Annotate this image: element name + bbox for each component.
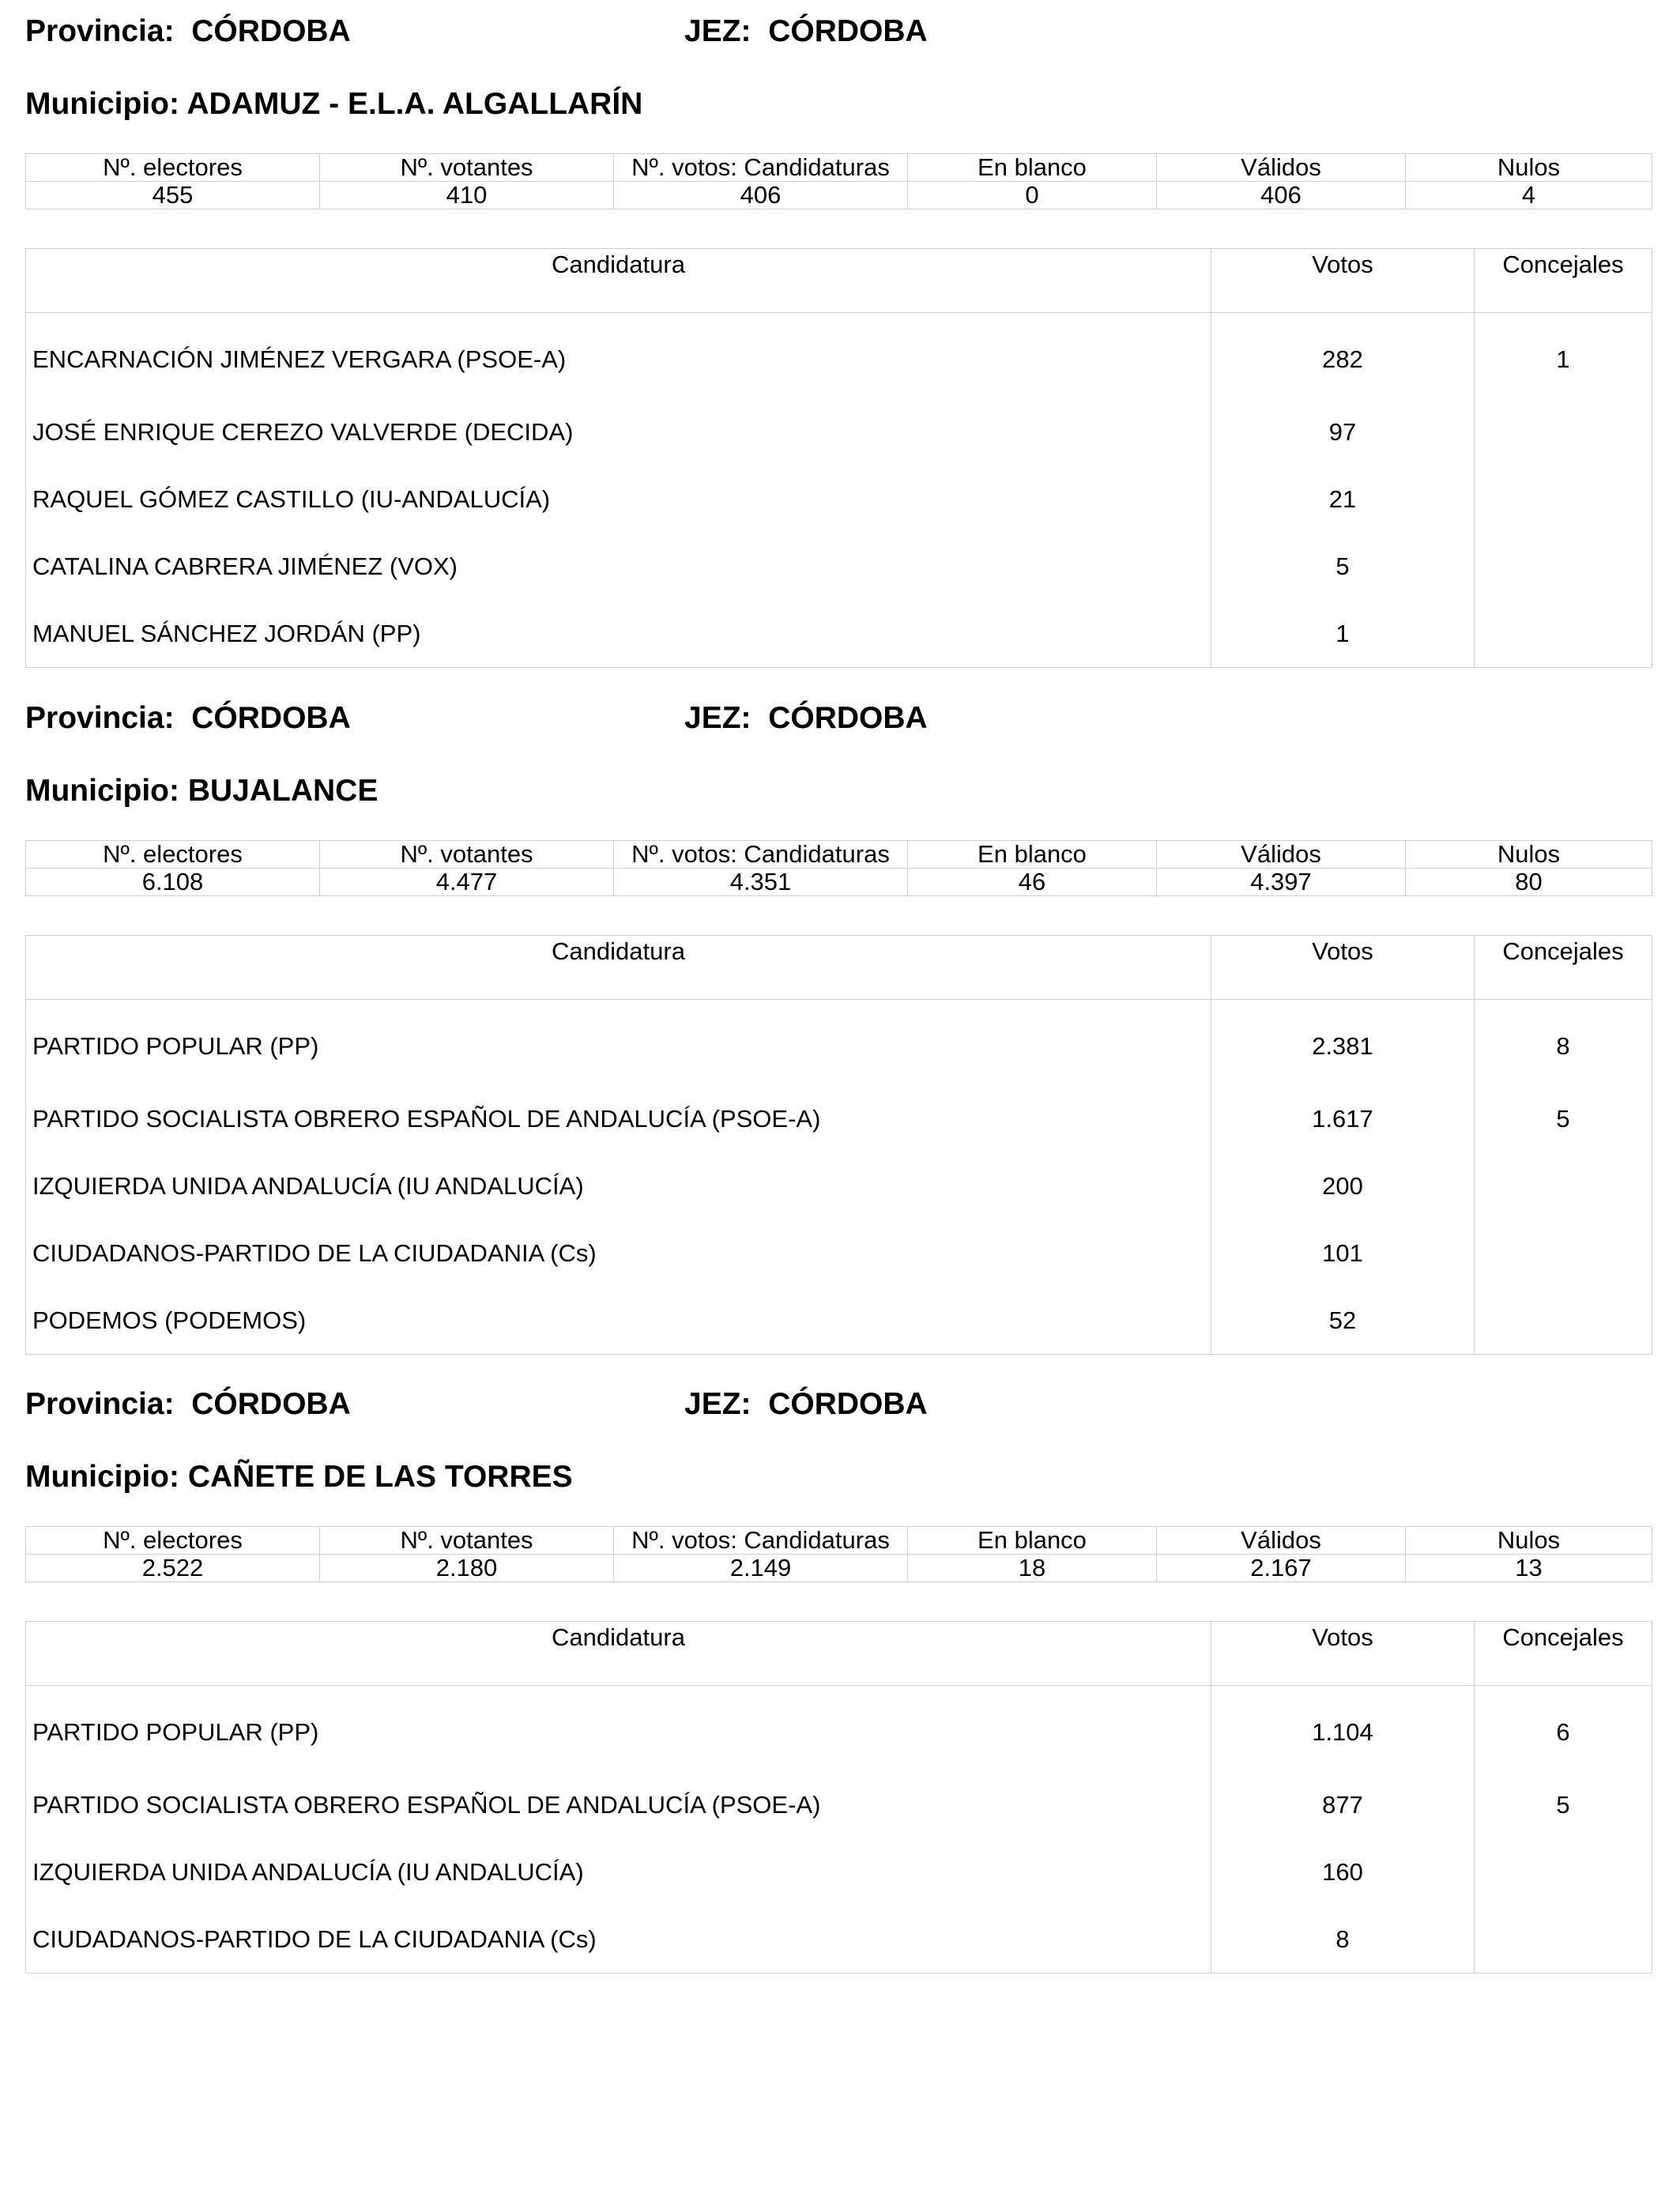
candidate-concejales xyxy=(1475,1838,1652,1906)
table-row xyxy=(26,1686,1652,1772)
candidate-votes: 21 xyxy=(1211,466,1475,533)
summary-value-en-blanco: 0 xyxy=(908,182,1157,209)
municipio-label: Municipio: xyxy=(25,87,179,121)
candidate-votes: 1.104 xyxy=(1211,1686,1475,1772)
candidate-name: PARTIDO POPULAR (PP) xyxy=(32,1032,319,1060)
summary-header-row xyxy=(26,1527,1652,1555)
summary-value-nulos: 13 xyxy=(1406,1555,1652,1582)
provincia-value: CÓRDOBA xyxy=(191,1387,351,1421)
table-row xyxy=(26,313,1652,399)
summary-header-nulos: Nulos xyxy=(1406,154,1652,182)
candidate-votes: 5 xyxy=(1211,533,1475,600)
summary-value-row xyxy=(26,869,1652,896)
candidates-table xyxy=(25,935,1652,1355)
provincia-label: Provincia: xyxy=(25,701,175,735)
summary-value-en-blanco: 46 xyxy=(908,869,1157,896)
summary-header-electores: Nº. electores xyxy=(26,841,320,869)
table-row xyxy=(26,466,1652,533)
summary-header-electores: Nº. electores xyxy=(26,154,320,182)
summary-header-votantes: Nº. votantes xyxy=(320,841,614,869)
jez-label: JEZ: xyxy=(684,1387,751,1421)
candidates-header-row xyxy=(26,249,1652,313)
jez-heading xyxy=(684,14,928,49)
candidate-name: JOSÉ ENRIQUE CEREZO VALVERDE (DECIDA) xyxy=(32,417,574,446)
summary-table xyxy=(25,1526,1652,1582)
candidate-name: CIUDADANOS-PARTIDO DE LA CIUDADANIA (Cs) xyxy=(32,1238,597,1267)
jez-label: JEZ: xyxy=(684,701,751,735)
summary-value-validos: 2.167 xyxy=(1157,1555,1406,1582)
candidatura-header: Candidatura xyxy=(26,249,1211,313)
summary-value-votantes: 2.180 xyxy=(320,1555,614,1582)
summary-value-electores: 2.522 xyxy=(26,1555,320,1582)
candidate-concejales: 6 xyxy=(1475,1686,1652,1772)
candidate-votes: 1 xyxy=(1211,600,1475,668)
summary-header-en-blanco: En blanco xyxy=(908,154,1157,182)
candidate-name: PARTIDO POPULAR (PP) xyxy=(32,1718,319,1746)
provincia-value: CÓRDOBA xyxy=(191,14,351,48)
table-row xyxy=(26,1906,1652,1973)
table-row xyxy=(26,1771,1652,1838)
candidate-name: IZQUIERDA UNIDA ANDALUCÍA (IU ANDALUCÍA) xyxy=(32,1171,584,1200)
summary-value-nulos: 80 xyxy=(1406,869,1652,896)
summary-value-row xyxy=(26,1555,1652,1582)
candidate-votes: 101 xyxy=(1211,1220,1475,1287)
summary-header-row xyxy=(26,841,1652,869)
candidate-votes: 200 xyxy=(1211,1152,1475,1220)
summary-header-votos-candidaturas: Nº. votos: Candidaturas xyxy=(614,841,908,869)
summary-value-en-blanco: 18 xyxy=(908,1555,1157,1582)
candidate-votes: 877 xyxy=(1211,1771,1475,1838)
table-row xyxy=(26,533,1652,600)
candidate-name: RAQUEL GÓMEZ CASTILLO (IU-ANDALUCÍA) xyxy=(32,484,551,513)
municipio-heading xyxy=(25,774,378,809)
candidate-concejales xyxy=(1475,533,1652,600)
table-row xyxy=(26,1000,1652,1086)
municipio-heading xyxy=(25,87,642,122)
summary-header-votantes: Nº. votantes xyxy=(320,154,614,182)
summary-header-validos: Válidos xyxy=(1157,154,1406,182)
jez-heading xyxy=(684,701,928,736)
table-row xyxy=(26,1152,1652,1220)
candidate-concejales xyxy=(1475,1220,1652,1287)
candidate-name: CATALINA CABRERA JIMÉNEZ (VOX) xyxy=(32,552,458,580)
candidate-concejales xyxy=(1475,398,1652,466)
summary-value-votantes: 4.477 xyxy=(320,869,614,896)
summary-value-votantes: 410 xyxy=(320,182,614,209)
provincia-label: Provincia: xyxy=(25,1387,175,1421)
summary-value-votos-candidaturas: 2.149 xyxy=(614,1555,908,1582)
candidate-concejales: 1 xyxy=(1475,313,1652,399)
candidates-table xyxy=(25,1621,1652,1973)
candidates-header-row xyxy=(26,936,1652,1000)
summary-value-row xyxy=(26,182,1652,209)
table-row xyxy=(26,1287,1652,1355)
summary-value-electores: 455 xyxy=(26,182,320,209)
candidate-concejales xyxy=(1475,1152,1652,1220)
candidate-votes: 160 xyxy=(1211,1838,1475,1906)
provincia-heading xyxy=(25,701,351,736)
candidate-name: CIUDADANOS-PARTIDO DE LA CIUDADANIA (Cs) xyxy=(32,1924,597,1953)
candidate-concejales xyxy=(1475,1287,1652,1355)
section-header xyxy=(25,701,1652,741)
summary-header-en-blanco: En blanco xyxy=(908,1527,1157,1555)
candidatura-header: Candidatura xyxy=(26,936,1211,1000)
summary-value-votos-candidaturas: 406 xyxy=(614,182,908,209)
table-row xyxy=(26,398,1652,466)
summary-header-nulos: Nulos xyxy=(1406,1527,1652,1555)
municipio-value: CAÑETE DE LAS TORRES xyxy=(187,1460,573,1494)
candidate-name: PODEMOS (PODEMOS) xyxy=(32,1306,307,1334)
concejales-header: Concejales xyxy=(1475,249,1652,313)
candidate-concejales: 8 xyxy=(1475,1000,1652,1086)
votos-header: Votos xyxy=(1211,936,1475,1000)
summary-header-validos: Válidos xyxy=(1157,1527,1406,1555)
summary-value-validos: 4.397 xyxy=(1157,869,1406,896)
jez-label: JEZ: xyxy=(684,14,751,48)
provincia-heading xyxy=(25,14,351,49)
jez-value: CÓRDOBA xyxy=(768,14,928,48)
table-row xyxy=(26,600,1652,668)
summary-table xyxy=(25,840,1652,896)
municipio-label: Municipio: xyxy=(25,1460,179,1494)
summary-value-nulos: 4 xyxy=(1406,182,1652,209)
jez-value: CÓRDOBA xyxy=(768,1387,928,1421)
table-row xyxy=(26,1220,1652,1287)
candidate-votes: 52 xyxy=(1211,1287,1475,1355)
summary-value-votos-candidaturas: 4.351 xyxy=(614,869,908,896)
candidate-name: PARTIDO SOCIALISTA OBRERO ESPAÑOL DE ANDALUCÍA (PSOE-A) xyxy=(32,1104,821,1133)
table-row xyxy=(26,1085,1652,1152)
jez-value: CÓRDOBA xyxy=(768,701,928,735)
jez-heading xyxy=(684,1387,928,1422)
candidate-votes: 282 xyxy=(1211,313,1475,399)
candidate-concejales: 5 xyxy=(1475,1771,1652,1838)
table-row xyxy=(26,1838,1652,1906)
candidate-votes: 8 xyxy=(1211,1906,1475,1973)
municipio-value: ADAMUZ - E.L.A. ALGALLARÍN xyxy=(186,87,643,121)
concejales-header: Concejales xyxy=(1475,1622,1652,1686)
candidates-header-row xyxy=(26,1622,1652,1686)
municipio-value: BUJALANCE xyxy=(187,774,379,808)
candidate-concejales xyxy=(1475,1906,1652,1973)
summary-header-en-blanco: En blanco xyxy=(908,841,1157,869)
summary-value-electores: 6.108 xyxy=(26,869,320,896)
candidate-votes: 1.617 xyxy=(1211,1085,1475,1152)
section-header xyxy=(25,14,1652,54)
votos-header: Votos xyxy=(1211,249,1475,313)
section-header xyxy=(25,1387,1652,1427)
municipio-heading xyxy=(25,1460,573,1495)
summary-header-validos: Válidos xyxy=(1157,841,1406,869)
concejales-header: Concejales xyxy=(1475,936,1652,1000)
candidate-name: MANUEL SÁNCHEZ JORDÁN (PP) xyxy=(32,619,421,647)
candidate-concejales: 5 xyxy=(1475,1085,1652,1152)
summary-header-nulos: Nulos xyxy=(1406,841,1652,869)
summary-value-validos: 406 xyxy=(1157,182,1406,209)
summary-header-row xyxy=(26,154,1652,182)
municipio-label: Municipio: xyxy=(25,774,179,808)
summary-header-votantes: Nº. votantes xyxy=(320,1527,614,1555)
candidate-name: PARTIDO SOCIALISTA OBRERO ESPAÑOL DE ANDALUCÍA (PSOE-A) xyxy=(32,1790,821,1819)
candidate-concejales xyxy=(1475,600,1652,668)
candidate-name: IZQUIERDA UNIDA ANDALUCÍA (IU ANDALUCÍA) xyxy=(32,1857,584,1886)
candidate-votes: 97 xyxy=(1211,398,1475,466)
summary-header-votos-candidaturas: Nº. votos: Candidaturas xyxy=(614,1527,908,1555)
summary-table xyxy=(25,153,1652,209)
votos-header: Votos xyxy=(1211,1622,1475,1686)
provincia-label: Provincia: xyxy=(25,14,175,48)
candidate-concejales xyxy=(1475,466,1652,533)
candidate-name: ENCARNACIÓN JIMÉNEZ VERGARA (PSOE-A) xyxy=(32,345,567,373)
provincia-value: CÓRDOBA xyxy=(191,701,351,735)
summary-header-votos-candidaturas: Nº. votos: Candidaturas xyxy=(614,154,908,182)
candidate-votes: 2.381 xyxy=(1211,1000,1475,1086)
candidates-table xyxy=(25,248,1652,668)
candidatura-header: Candidatura xyxy=(26,1622,1211,1686)
summary-header-electores: Nº. electores xyxy=(26,1527,320,1555)
provincia-heading xyxy=(25,1387,351,1422)
